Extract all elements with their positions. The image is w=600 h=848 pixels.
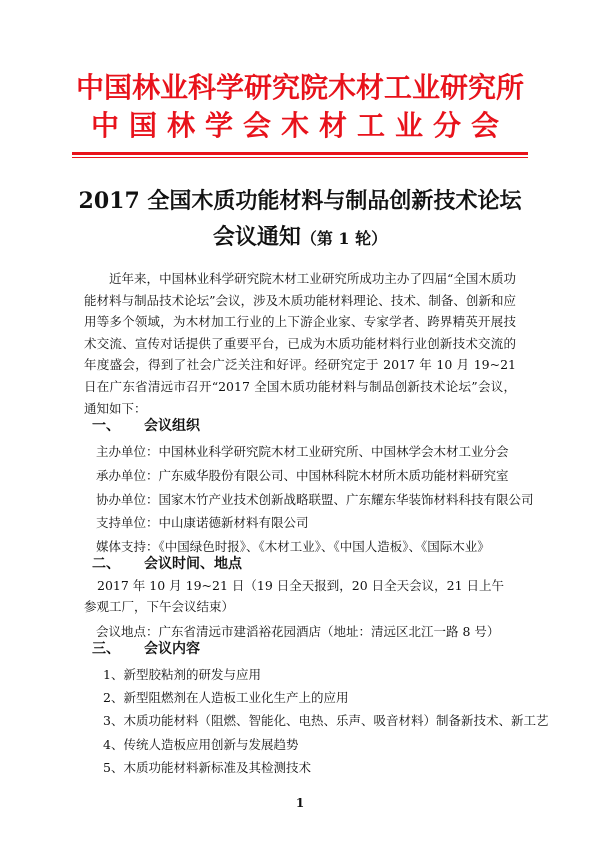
header-society: 中国林学会木材工业分会 (90, 109, 509, 142)
section-title: 会议内容 (144, 641, 200, 657)
section-number: 三、 (92, 641, 120, 657)
section-heading-organization (92, 415, 200, 435)
section-title: 会议组织 (144, 418, 200, 434)
document-subtitle (0, 226, 600, 248)
page-number: 1 (295, 796, 305, 810)
content-item: 5、木质功能材料新标准及其检测技术 (103, 760, 311, 775)
meeting-time-line: 2017 年 10 月 19~21 日（19 日全天报到，20 日全天会议，21 日上午参观工厂，下午会议结束） (84, 578, 505, 614)
intro-paragraph: 近年来，中国林业科学研究院木材工业研究所成功主办了四届“全国木质功能材料与制品技术论坛”会议，涉及木质功能材料理论、技术、制备、创新和应用等多个领域，为木材加工行业的上下游企业家、专家学者、跨界精英开展技术交流、宣传对话提供了重要平台，已成为木质功能材料行业创新技术交流的年度盛会，得到了社会广泛关注和好评。经研究定于 2017 年 10 月 19~21 日在广东省清远市召开“2017 全国木质功能材料与制品创新技术论坛”会议，通知如下： (84, 271, 516, 416)
meeting-venue-line: 会议地点：广东省清远市建滔裕花园酒店（地址：清远区北江一路 8 号） (96, 624, 500, 639)
subtitle-main: 会议通知 (212, 224, 301, 250)
co-organizer-line: 协办单位：国家木竹产业技术创新战略联盟、广东耀东华装饰材料科技有限公司 (96, 492, 534, 507)
supporter-line: 支持单位：中山康诺德新材料有限公司 (96, 515, 309, 530)
section-number: 二、 (92, 556, 120, 572)
header-institute: 中国林业科学研究院木材工业研究所 (75, 71, 524, 104)
content-item: 3、木质功能材料（阻燃、智能化、电热、乐声、吸音材料）制备新技术、新工艺 (103, 713, 549, 728)
content-item: 1、新型胶粘剂的研发与应用 (103, 667, 261, 682)
content-item: 2、新型阻燃剂在人造板工业化生产上的应用 (103, 690, 349, 705)
subtitle-round: （第 1 轮） (300, 229, 388, 248)
organizer-line: 主办单位：中国林业科学研究院木材工业研究所、中国林学会木材工业分会 (96, 444, 509, 459)
content-item: 4、传统人造板应用创新与发展趋势 (103, 737, 299, 752)
media-line: 媒体支持：《中国绿色时报》、《木材工业》、《中国人造板》、《国际木业》 (96, 539, 490, 554)
section-title: 会议时间、地点 (144, 556, 242, 572)
header-rule-thin (72, 157, 528, 158)
section-number: 一、 (92, 418, 120, 434)
section-heading-content (92, 638, 200, 658)
host-line: 承办单位：广东威华股份有限公司、中国林科院木材所木质功能材料研究室 (96, 468, 509, 483)
section-heading-time-place (92, 553, 242, 573)
header-rule-thick (72, 152, 528, 155)
document-title: 2017 全国木质功能材料与制品创新技术论坛 (78, 188, 522, 214)
